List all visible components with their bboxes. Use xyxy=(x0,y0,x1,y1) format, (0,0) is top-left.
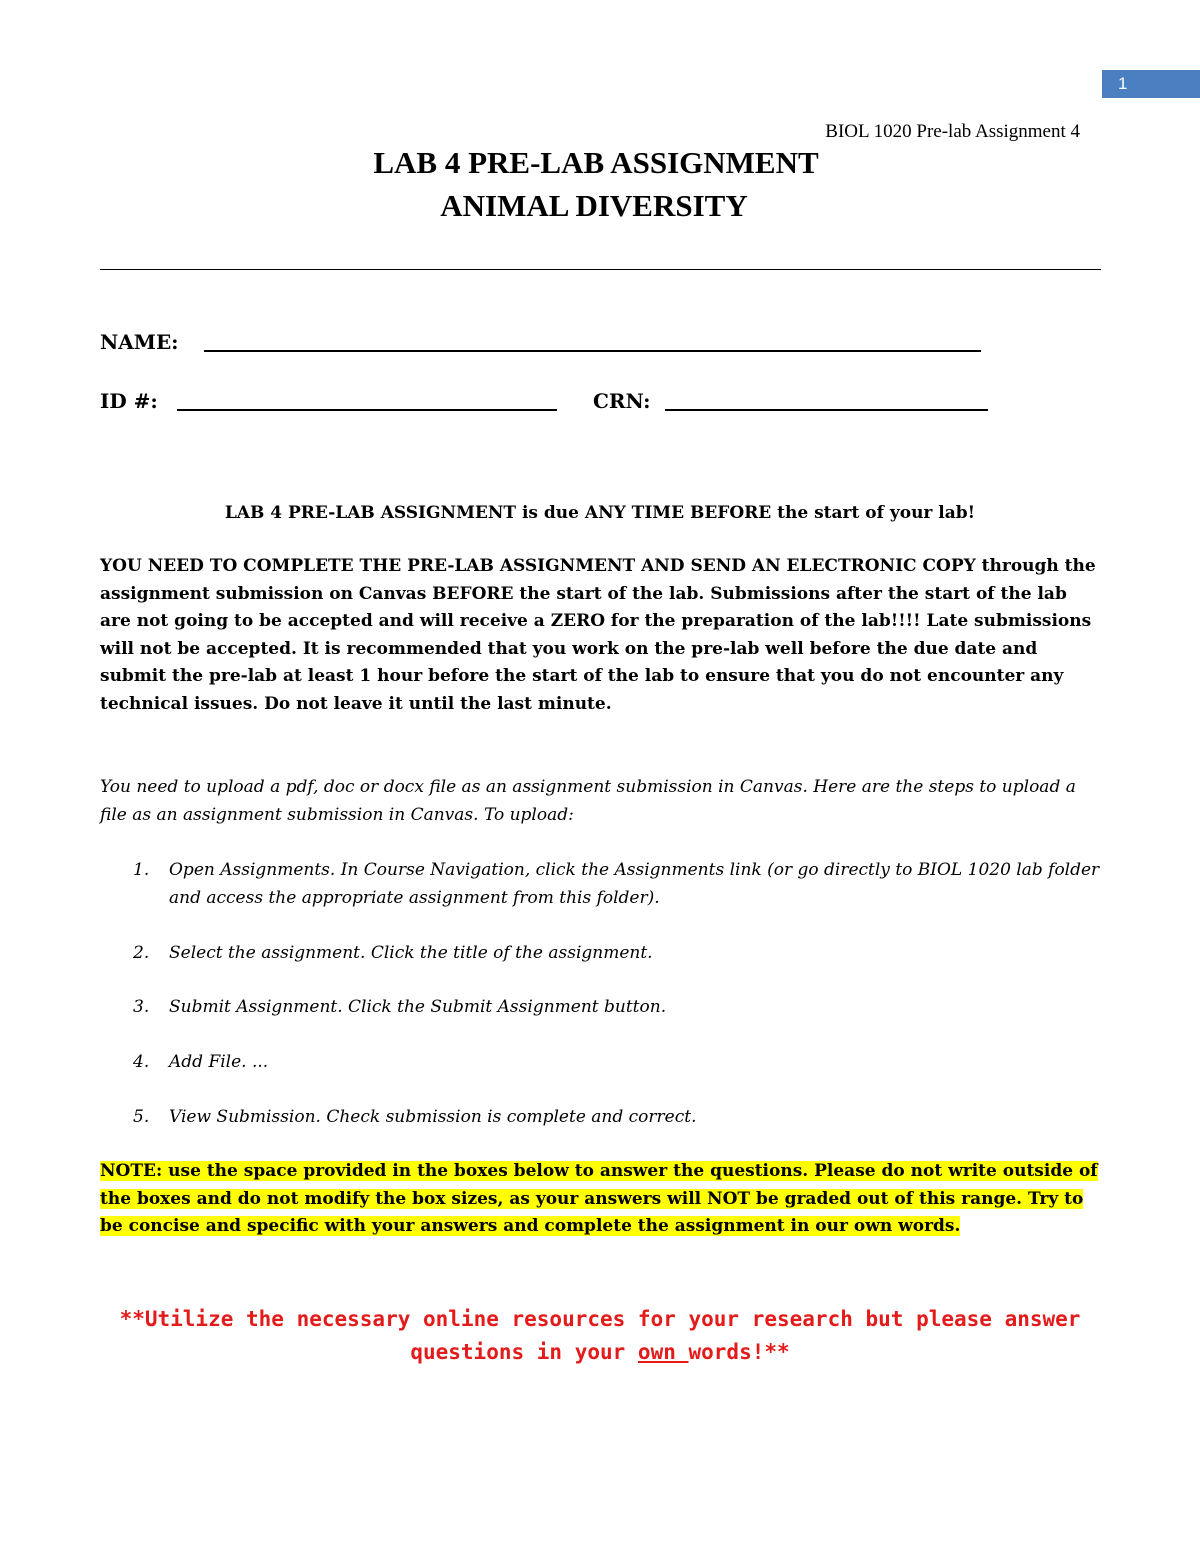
step-number: 2. xyxy=(133,943,150,963)
own-words-reminder xyxy=(100,1303,1100,1369)
step-text: Add File. ... xyxy=(169,1052,269,1072)
title-divider xyxy=(100,269,1101,270)
step-number: 3. xyxy=(133,997,150,1017)
step-text: Select the assignment. Click the title of the assignment. xyxy=(169,943,653,963)
step-text: Open Assignments. In Course Navigation, click the Assignments link (or go directly to BIOL 1020 lab folder and access the appropriate assignment from this folder). xyxy=(169,860,1100,908)
crn-field[interactable] xyxy=(665,409,988,411)
crn-label: CRN: xyxy=(593,389,651,413)
reminder-text: **Utilize the necessary online resources for your research but please answer questions in your xyxy=(119,1307,1081,1364)
id-label: ID #: xyxy=(100,389,158,413)
reminder-emphasis: own xyxy=(637,1340,689,1364)
name-field[interactable] xyxy=(204,350,981,352)
step-text: View Submission. Check submission is complete and correct. xyxy=(169,1107,697,1127)
step-number: 5. xyxy=(133,1107,150,1127)
document-subtitle: ANIMAL DIVERSITY xyxy=(440,188,748,223)
step-number: 4. xyxy=(133,1052,150,1072)
submission-notice: YOU NEED TO COMPLETE THE PRE-LAB ASSIGNMENT AND SEND AN ELECTRONIC COPY through the assignment submission on Canvas BEFORE the start of the lab. Submissions after the start of the lab are not going to be accepted and will receive a ZERO for the preparation of the lab!!!! Late submissions will not be accepted. It is recommended that you work on the pre-lab well before the due date and submit the pre-lab at least 1 hour before the start of the lab to ensure that you do not encounter any technical issues. Do not leave it until the last minute. xyxy=(100,556,1096,714)
document-title: LAB 4 PRE-LAB ASSIGNMENT xyxy=(373,145,819,180)
reminder-text-end: words!** xyxy=(688,1340,790,1364)
id-field[interactable] xyxy=(177,409,557,411)
step-number: 1. xyxy=(133,860,150,880)
step-text: Submit Assignment. Click the Submit Assignment button. xyxy=(169,997,667,1017)
name-label: NAME: xyxy=(100,330,179,354)
due-notice: LAB 4 PRE-LAB ASSIGNMENT is due ANY TIME BEFORE the start of your lab! xyxy=(224,503,976,523)
upload-instructions: You need to upload a pdf, doc or docx file as an assignment submission in Canvas. Here are the steps to upload a file as an assignment submission in Canvas. To upload: xyxy=(100,777,1076,825)
highlighted-note xyxy=(100,1158,1102,1241)
note-text: NOTE: use the space provided in the boxes below to answer the questions. Please do not write outside of the boxes and do not modify the box sizes, as your answers will NOT be graded out of this range. Try to be concise and specific with your answers and complete the assignment in our own words. xyxy=(100,1161,1098,1236)
page-number-badge: 1 xyxy=(1102,70,1200,98)
running-header: BIOL 1020 Pre-lab Assignment 4 xyxy=(825,121,1080,142)
